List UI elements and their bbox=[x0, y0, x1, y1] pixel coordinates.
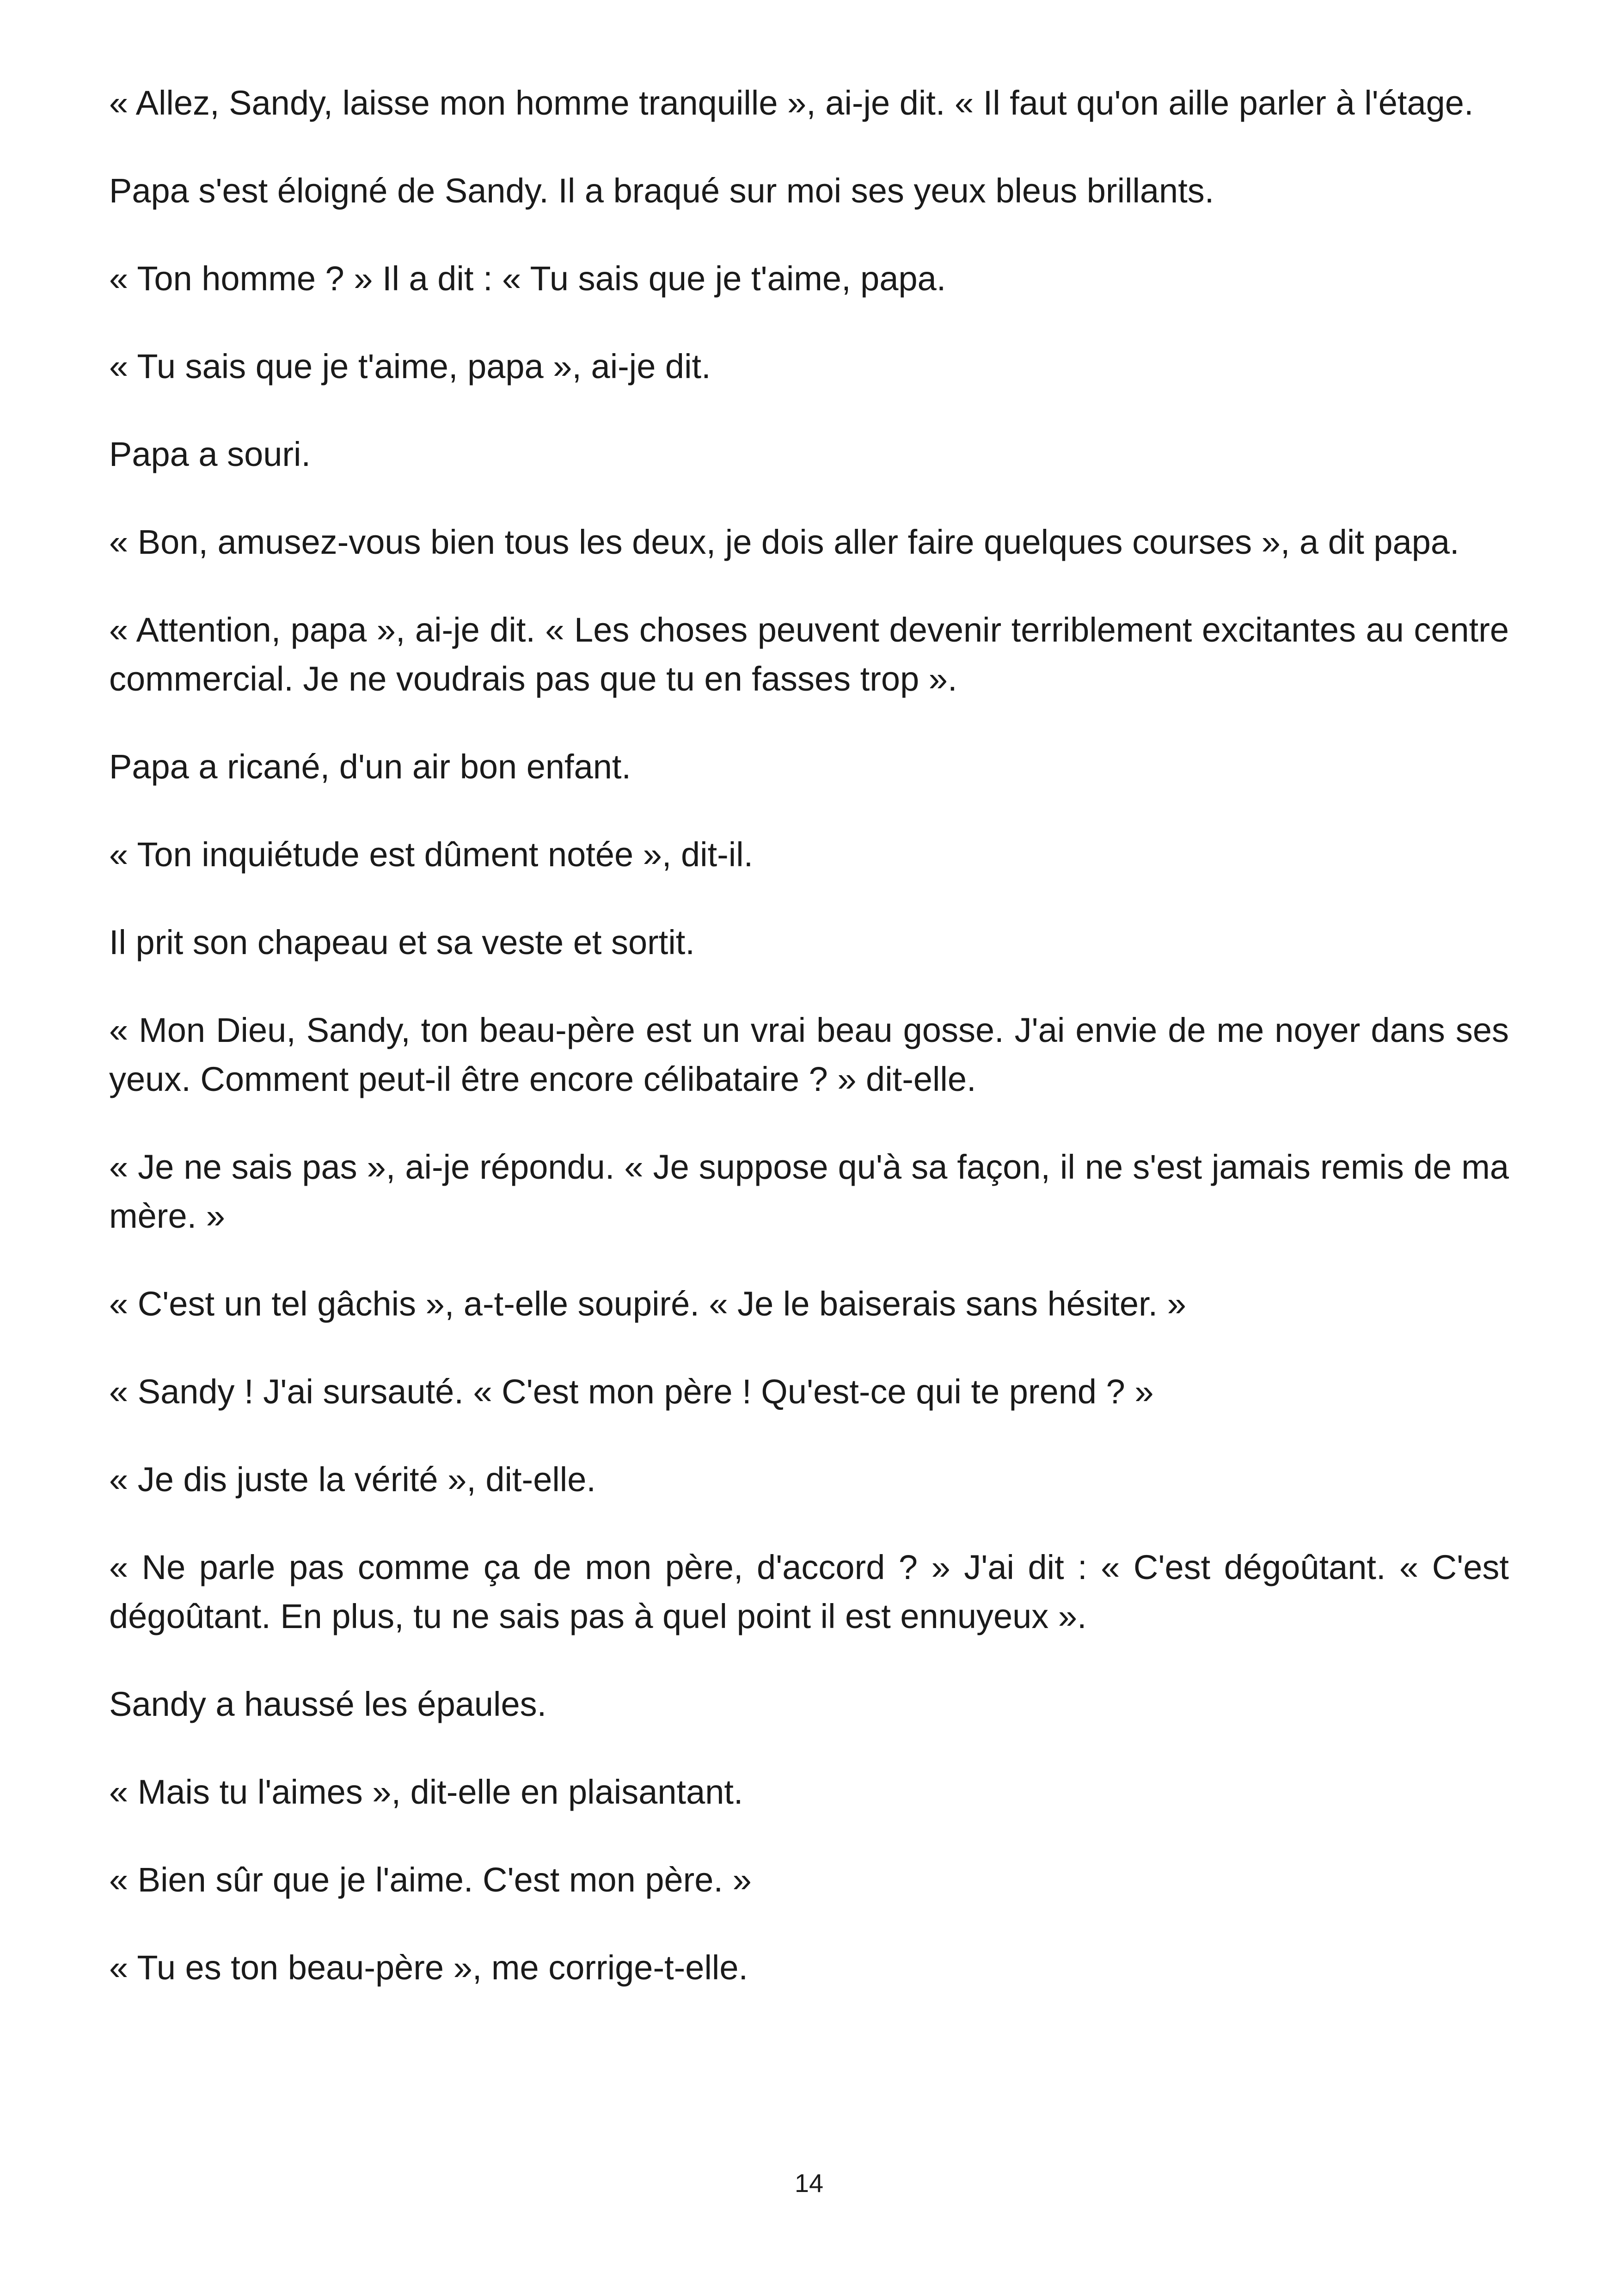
body-text bbox=[109, 79, 1509, 2031]
paragraph: Il prit son chapeau et sa veste et sortit. bbox=[109, 923, 695, 961]
paragraph: « Mais tu l'aimes », dit-elle en plaisantant. bbox=[109, 1773, 743, 1811]
paragraph: Papa a souri. bbox=[109, 435, 311, 473]
paragraph: « Je ne sais pas », ai-je répondu. « Je suppose qu'à sa façon, il ne s'est jamais remis de ma mère. » bbox=[109, 1148, 1509, 1235]
paragraph: « Bien sûr que je l'aime. C'est mon père. » bbox=[109, 1861, 752, 1899]
paragraph: « Mon Dieu, Sandy, ton beau-père est un vrai beau gosse. J'ai envie de me noyer dans ses yeux. Comment peut-il être encore célibataire ? » dit-elle. bbox=[109, 1011, 1509, 1098]
paragraph: « Sandy ! J'ai sursauté. « C'est mon père ! Qu'est-ce qui te prend ? » bbox=[109, 1372, 1154, 1411]
paragraph: Papa s'est éloigné de Sandy. Il a braqué sur moi ses yeux bleus brillants. bbox=[109, 171, 1214, 210]
paragraph: « Attention, papa », ai-je dit. « Les choses peuvent devenir terriblement excitantes au centre commercial. Je ne voudrais pas que tu en fasses trop ». bbox=[109, 611, 1509, 698]
paragraph: « Je dis juste la vérité », dit-elle. bbox=[109, 1460, 596, 1499]
paragraph: « Bon, amusez-vous bien tous les deux, je dois aller faire quelques courses », a dit papa. bbox=[109, 523, 1459, 561]
paragraph: « Ne parle pas comme ça de mon père, d'accord ? » J'ai dit : « C'est dégoûtant. « C'est dégoûtant. En plus, tu ne sais pas à quel point il est ennuyeux ». bbox=[109, 1548, 1509, 1635]
page-number: 14 bbox=[794, 2168, 824, 2198]
paragraph: « Ton homme ? » Il a dit : « Tu sais que je t'aime, papa. bbox=[109, 259, 946, 298]
paragraph: « Tu sais que je t'aime, papa », ai-je dit. bbox=[109, 347, 711, 386]
paragraph: « Ton inquiétude est dûment notée », dit-il. bbox=[109, 835, 754, 874]
paragraph: « Tu es ton beau-père », me corrige-t-elle. bbox=[109, 1948, 748, 1987]
paragraph: « Allez, Sandy, laisse mon homme tranquille », ai-je dit. « Il faut qu'on aille parler à l'étage. bbox=[109, 84, 1474, 122]
paragraph: Sandy a haussé les épaules. bbox=[109, 1685, 547, 1723]
paragraph: Papa a ricané, d'un air bon enfant. bbox=[109, 747, 631, 786]
paragraph: « C'est un tel gâchis », a-t-elle soupiré. « Je le baiserais sans hésiter. » bbox=[109, 1285, 1186, 1323]
